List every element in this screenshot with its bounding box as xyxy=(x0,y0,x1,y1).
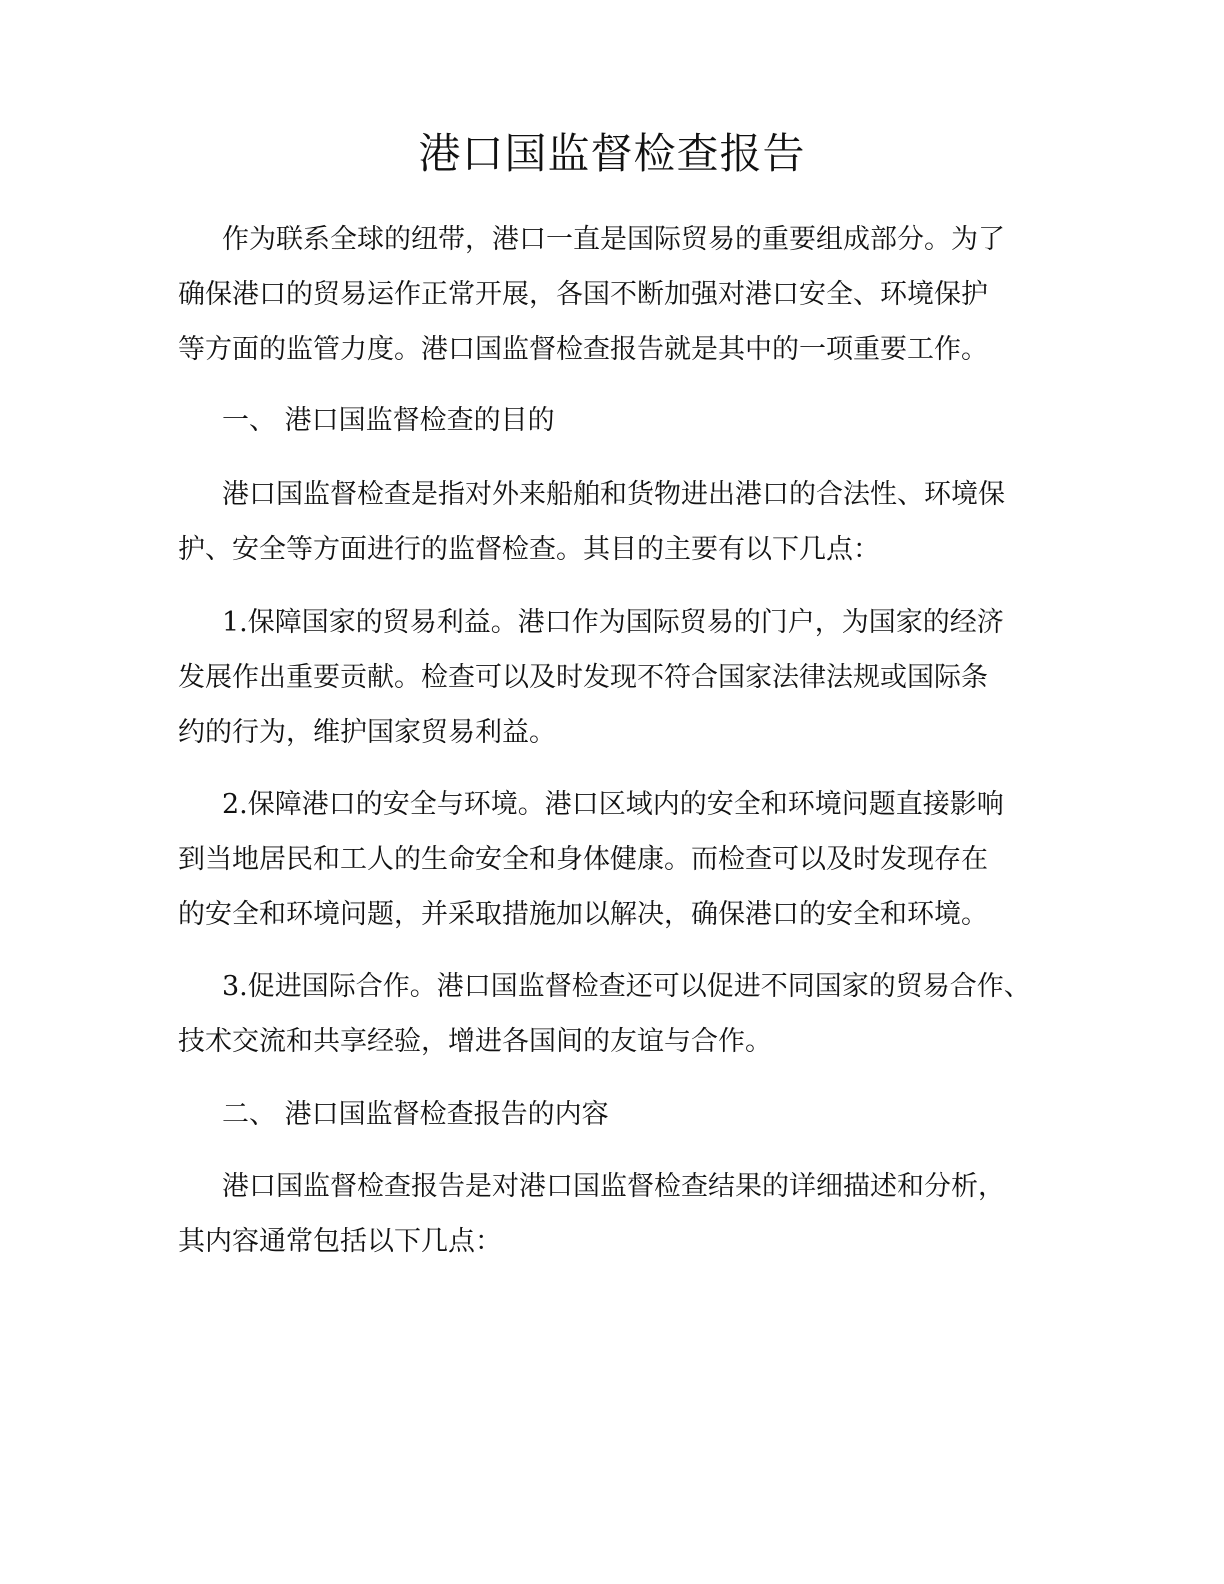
paragraph-line: 3.促进国际合作。港口国监督检查还可以促进不同国家的贸易合作、 xyxy=(222,971,1031,1002)
paragraph-line: 作为联系全球的纽带，港口一直是国际贸易的重要组成部分。为了 xyxy=(222,224,1005,255)
paragraph-line: 1.保障国家的贸易利益。港口作为国际贸易的门户，为国家的经济 xyxy=(222,607,1004,638)
paragraph-line: 港口国监督检查报告是对港口国监督检查结果的详细描述和分析， xyxy=(222,1171,1005,1202)
paragraph-line: 护、安全等方面进行的监督检查。其目的主要有以下几点： xyxy=(178,534,880,565)
paragraph-line: 到当地居民和工人的生命安全和身体健康。而检查可以及时发现存在 xyxy=(178,844,988,875)
document-title: 港口国监督检查报告 xyxy=(418,129,806,178)
section-heading: 二、 港口国监督检查报告的内容 xyxy=(222,1099,609,1130)
paragraph-line: 约的行为，维护国家贸易利益。 xyxy=(178,717,556,748)
paragraph-line: 技术交流和共享经验，增进各国间的友谊与合作。 xyxy=(178,1026,772,1057)
paragraph-line: 2.保障港口的安全与环境。港口区域内的安全和环境问题直接影响 xyxy=(222,789,1004,820)
paragraph-line: 其内容通常包括以下几点： xyxy=(178,1226,502,1257)
paragraph-line: 发展作出重要贡献。检查可以及时发现不符合国家法律法规或国际条 xyxy=(178,662,988,693)
paragraph-line: 等方面的监管力度。港口国监督检查报告就是其中的一项重要工作。 xyxy=(178,334,988,365)
section-heading: 一、 港口国监督检查的目的 xyxy=(222,405,555,436)
paragraph-line: 港口国监督检查是指对外来船舶和货物进出港口的合法性、环境保 xyxy=(222,479,1005,510)
paragraph-line: 的安全和环境问题，并采取措施加以解决，确保港口的安全和环境。 xyxy=(178,899,988,930)
paragraph-line: 确保港口的贸易运作正常开展，各国不断加强对港口安全、环境保护 xyxy=(178,279,988,310)
